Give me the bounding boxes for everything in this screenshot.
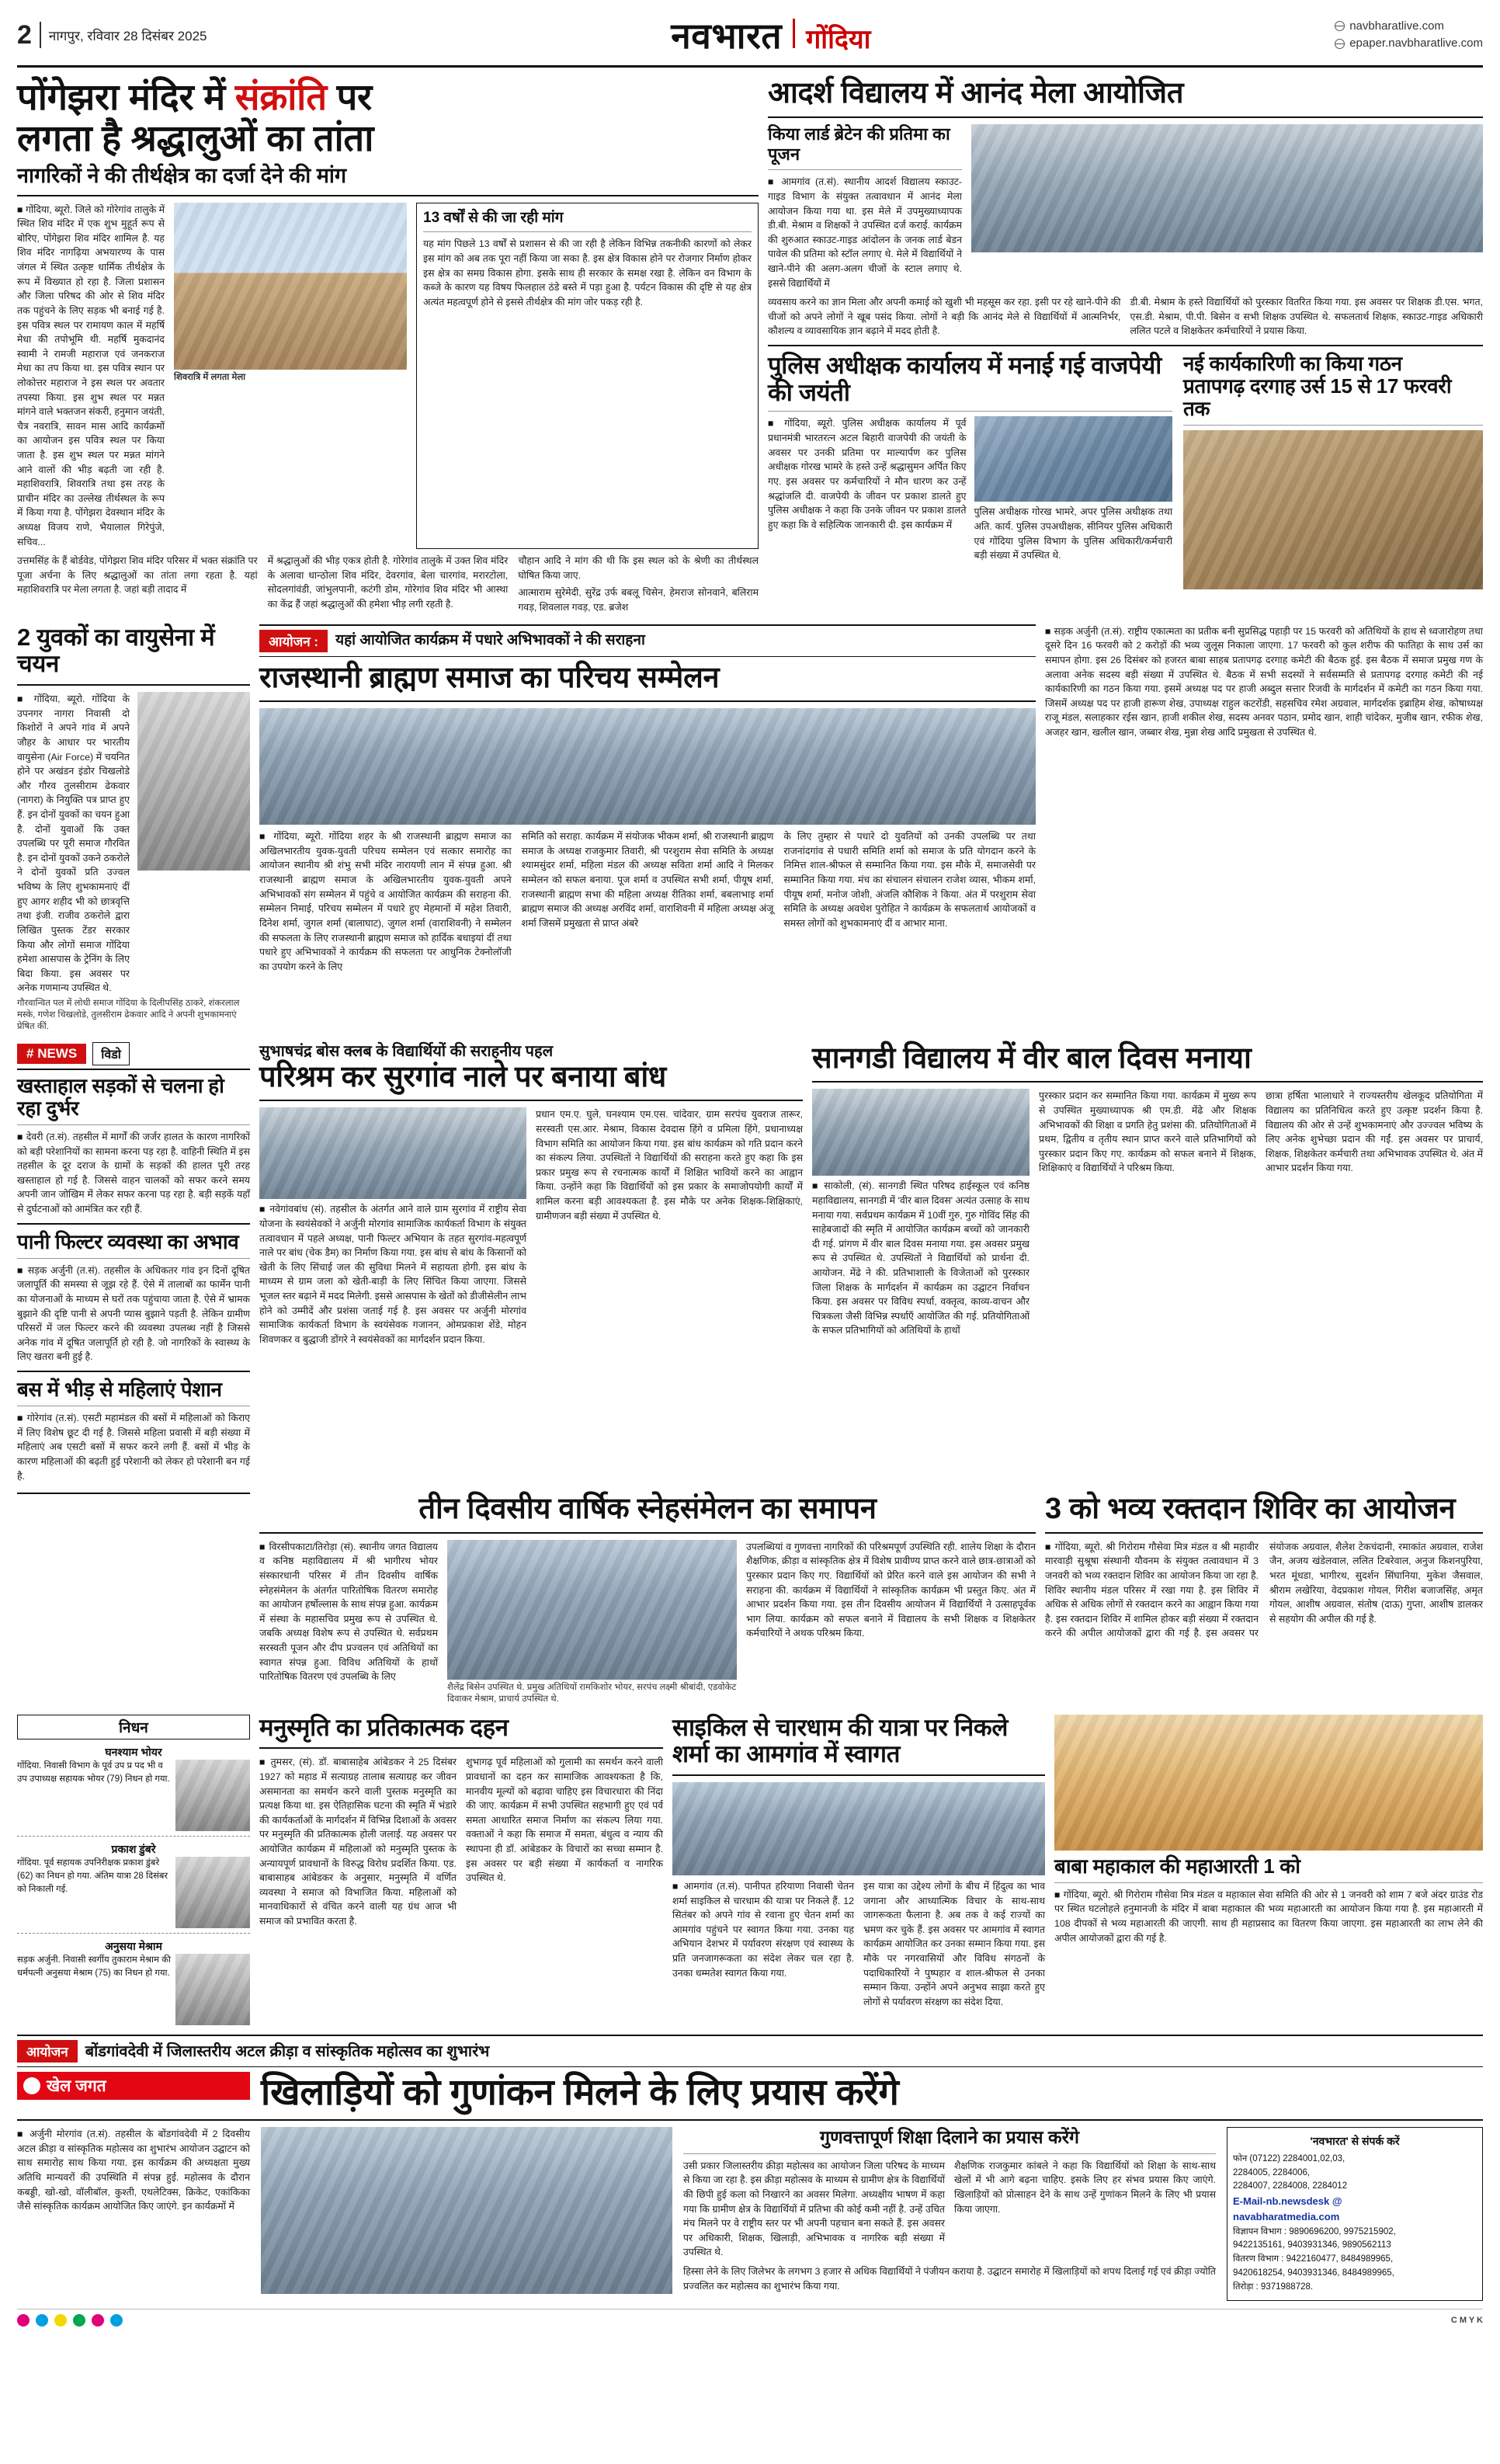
rajasthani-tagline: यहां आयोजित कार्यक्रम में पधारे अभिभावकों ने की सराहना: [335, 631, 645, 648]
lead-body: ■ गोंदिया, ब्यूरो. जिले को गोरेगांव तालुके में स्थित शिव मंदिर में एक शुभ मुहूर्त रूप से बोरिए, पोंगेझरा शिव मंदिर शामिल है. यह शिव मंदिर नागढ़िया अभयारण्य के पास जंगल में स्थित उत्कृष्ट धार्मिक तीर्थक्षेत्र के रूप में विख्यात हो रहा है. जिला प्रशासन और जिला परिषद की ओर से शिव मंदिर तक पहुंचने के लिए सड़क भी बनाई गई है. इस पवित्र स्थल पर रामायण काल में महर्षि मेधा की तपोभूमि थी. महर्षि मुकदानंद स्वामी ने रामजी महाराज एवं जनकराज मेधा का तप किया था. इस पवित्र स्थान पर लोकोत्तर महाराज ने इस स्थल पर अवतार तपस्या किया. इस शुभ स्थल पर मन्नत मांगने वाले भक्तजन संकरी, हनुमान जयंती, चैत्र नवरात्रि, सावन मास आदि कार्यक्रमों का आयोजन इस पवित्र स्थल पर किया जाता है. इस शुभ स्थल पर मन्नत मांगने आने वालों की भीड़ बढ़ती जा रही है. महाशिवरात्रि, शिवरात्रि तथा इस तरह के प्राचीन मंदिर का उल्लेख तीर्थस्थल के रूप में किया गया है. पोंगेझरा देवस्थान मंदिर के अध्यक्ष विजय राणे, भैयालाल गिरेपुंजे, सचिव...: [17, 203, 165, 550]
bonda-kicker-text: बोंडगांवदेवी में जिलास्तरीय अटल क्रीड़ा व सांस्कृतिक महोत्सव का शुभारंभ: [85, 2042, 490, 2060]
globe-icon: [1335, 39, 1345, 49]
contact-line: वितरण विभाग : 9422160477, 8484989965,: [1233, 2254, 1394, 2264]
obit-item: [17, 1841, 250, 1928]
pratapgarh-text: [1045, 624, 1483, 1033]
news-badge: विडो: [92, 1042, 130, 1065]
sangadi-left: [812, 1089, 1030, 1338]
color-dot: [92, 2314, 104, 2327]
contact-line: 2284005, 2284006,: [1233, 2167, 1311, 2177]
obit-photo: [175, 1857, 250, 1928]
bonda-mid: [683, 2127, 1216, 2300]
bonda-mid-head: गुणवत्तापूर्ण शिक्षा दिलाने का प्रयास करेंगे: [820, 2127, 1079, 2148]
bonda-kicker: [17, 2035, 1483, 2067]
mahakal-photo: [1054, 1715, 1483, 1851]
sport-icon: [23, 2077, 40, 2094]
obit-text: सड़क अर्जुनी. निवासी स्वर्गीय तुकाराम मेश्राम की धर्मपत्नी अनुसया मेश्राम (75) का निधन हो गया.: [17, 1955, 171, 1979]
police-right: [974, 416, 1173, 562]
paper-title: नवभारत: [671, 16, 783, 56]
airforce-story: [17, 624, 250, 1033]
airforce-body: ■ गोंदिया, ब्यूरो. गोंदिया के उपनगर नागरा निवासी दो किशोरों ने अपने गांव में अपने जौहर के आधार पर भारतीय वायुसेना (Air Force) में चयनित होने पर अखंडन इंडोर चिखलोडे और गौरव तुलसीराम ढेकवार (नागरा) के नियुक्ति पत्र प्राप्त हुए हैं. इन दोनों युवकों का चयन हुआ है. दोनों युवाओं कि उक्त उपलब्धि पर पूरी समाज गौरवित है. इन दोनों युवकों उकने ठकरोले ने दोनों युवकों प्रति उज्वल भविष्य के लिए शुभकामनाएं दीं हुए आगर शहीद भी को छात्रवृत्ति तथा इंजी. राजीव ठकरोले द्वारा लिखित पुस्तक टेंडर सरकार किया और लोगों समाज गोंदिया हमेशा आसपास के ट्रेनिंग के लिए बिदा किया. इस अवसर पर अनेक गणमान्य उपस्थित थे.: [17, 692, 130, 996]
cycle-row: [672, 1879, 1045, 2009]
news-h4: बस में भीड़ से महिलाएं पेशान: [17, 1378, 222, 1401]
aadarsh-story: [768, 77, 1483, 615]
lead-sidebox-title: 13 वर्षों से की जा रही मांग: [423, 209, 564, 226]
lead-tail-a: उत्तमसिंह के हैं बोर्डवेड, पोंगेझरा शिव मंदिर परिसर में भक्त संक्रांति पर पूजा अर्चना के लिए श्रद्धालुओं का तांता लगा रहता है. यहां महाशिवरात्रि पर मेला लगता है. जहां बड़ी तादाद में: [17, 555, 258, 596]
masthead-date: नागपुर, रविवार 28 दिसंबर 2025: [48, 28, 207, 43]
pratapgarh-body: ■ सड़क अर्जुनी (त.सं). राष्ट्रीय एकात्मता का प्रतीक बनी सुप्रसिद्ध पहाड़ी पर 15 फरवरी को अतिथियों के हाथ से ध्वजारोहण तथा दूसरे दिन 16 फरवरी को 2 करोड़ों की भव्य जुलूस निकाला जाएगा. 17 फरवरी को कुल शरीफ की फातिहा के साथ उर्स का समापन होगा. इस 26 दिसंबर को हजरत बाबा साहब प्रतापगढ़ दरगाह कमेटी की बैठक हुई. इस बैठक में समाज प्रमुख गण के अलावा अनेक सदस्य बड़ी संख्या में उपस्थित थे. बैठक में सभी सदस्यों ने सर्वसम्मति से प्रतापगढ़ दरगाह कमेटी की नई कार्यकारिणी का गठन किया गया. इसमें अध्यक्ष पद पर हाजी अब्दुल सत्तार रिजवी के मार्गदर्शन में कमेटी का गठन किया गया. जिसमें अध्यक्ष पद पर हाजी हारूण शेख, उपाध्यक्ष राहुल कटरोंडी, सहसचिव रमेश अग्रवाल, मार्गदर्शक इब्राहिम शेख, कोषाध्यक्ष राजू मंडल, सलाहकार रईस खान, हाजी शकील शेख, सदस्य अनवर पठान, प्रमोद खान, शाही चांदेकर, मुजीब खान, रफीक शेख, अजहर खान, खलील खान, जब्बार शेख, मुन्ना शेख आदि प्रमुखता से उपस्थित थे.: [1045, 624, 1483, 740]
epaper-url[interactable]: epaper.navbharatlive.com: [1349, 36, 1483, 50]
police-photo: [974, 416, 1173, 502]
lead-headline-part1: पोंगेझरा मंदिर में: [17, 76, 225, 117]
second-block: [17, 624, 1483, 1033]
trid-caption: शैलेंद्र बिसेन उपस्थित थे. प्रमुख अतिथियों रामकिशोर भोयर, सरपंच लक्ष्मी श्रीबांदी, एडवोकेट दिवाकर मेश्राम, प्राचार्य उपस्थित थे.: [447, 1682, 737, 1704]
airforce-headline: 2 युवकों का वायुसेना में चयन: [17, 623, 215, 678]
top-block: [17, 77, 1483, 615]
rajasthani-body: [259, 829, 1036, 974]
lead-photo-caption: शिवरात्रि में लगता मेला: [174, 372, 246, 382]
subhash-headline: परिश्रम कर सुरगांव नाले पर बनाया बांध: [259, 1060, 667, 1093]
fourth-block: [17, 1493, 1483, 1705]
trid-body-b: उपलब्धियां व गुणवत्ता नागरिकों की परिश्रमपूर्ण उपस्थिति रही. शालेय शिक्षा के दौरान शैक्षणिक, क्रीड़ा व सांस्कृतिक क्षेत्र में विशेष प्रावीण्य प्राप्त करने वाले छात्र-छात्राओं को पुरस्कार प्रदान किए गए. विद्यार्थियों को प्रेरित करने वाले इस आयोजन की सभी ने सराहना की. कार्यक्रम में विद्यार्थियों ने सांस्कृतिक कार्यक्रम भी प्रस्तुत किए. अंत में आभार प्रदर्शन किया गया. इस तीन दिवसीय आयोजन में विद्यार्थियों ने उत्साहपूर्वक भाग लिया. कार्यक्रम को सफल बनाने में विद्यालय के सभी शिक्षक व शिक्षकेतर कर्मचारियों ने अथक परिश्रम किया.: [746, 1541, 1036, 1639]
contact-email-label[interactable]: E-Mail-nb.newsdesk @: [1233, 2195, 1342, 2208]
blood-story: [1045, 1493, 1483, 1705]
aadarsh-subhead: किया लार्ड ब्रेटेन की प्रतिमा का पूजन: [768, 123, 950, 164]
news-h2: पानी फिल्टर व्यवस्था का अभाव: [17, 1229, 239, 1253]
sangadi-headline: सानगडी विद्यालय में वीर बाल दिवस मनाया: [812, 1041, 1252, 1075]
news-column-header: [17, 1042, 250, 1070]
trid-row: [259, 1540, 1036, 1705]
bottom-block: [17, 2035, 1483, 2300]
lead-tail-names: आत्माराम सुरेमेदी, सुरेंद्र उर्फ बबलू चिसेन, हेमराज सोनवाने, बलिराम गवड़, शिवलाल गवड़, एड. ब्रजेश: [518, 587, 759, 613]
obit-name: अनुसया मेश्राम: [105, 1940, 162, 1953]
rajasthani-photo: [259, 708, 1036, 825]
trid-photo-wrap: [447, 1540, 737, 1705]
masthead-left: [17, 20, 207, 50]
cmyk-mark: C M Y K: [1450, 2315, 1483, 2325]
trid-story: [259, 1493, 1036, 1705]
police-pratapgarh-row: [768, 353, 1483, 589]
aadarsh-photo: [971, 124, 1483, 252]
bonda-tag: आयोजन: [17, 2040, 78, 2063]
news-b1: ■ देवरी (त.सं). तहसील में मार्गों की जर्जर हालत के कारण नागरिकों को बड़ी परेशानियों का सामना करना पड़ रहा है. वाहिनी स्थिति में इस तहसील के दूर दराज के ग्रामों के सड़कों की हालत पूरी तरह खस्ताहाल हो गई है. जिससे वाहन चालकों को सफर करने समय अपनी जान जोखिम में लेकर सफर करना पड़ रहा है. बड़ी सड़कें यहाँ से दुर्घटनाओं को आमंत्रित कर रही हैं.: [17, 1130, 250, 1217]
news-b2: ■ सड़क अर्जुनी (त.सं). तहसील के अधिकतर गांव इन दिनों दूषित जलापूर्ति की समस्या से जूझ रहे हैं. ऐसे में तालाबों का फार्मेन पानी का योजनाओं के माध्यम से घरों तक पहुंचाया जाता है. ऐसे में भ्रामक बुझाने की दृष्टि पानी से अपनी प्यास बुझाने पड़ती है. लेकिन ग्रामीण परिसरों में जल फिल्टर करने की व्यवस्था उपलब्ध नहीं है जिससे अनेक गांव में दूषित जलापूर्ति हो रही है. जो नागरिकों के स्वास्थ्य के लिए खतरा बनी हुई है.: [17, 1263, 250, 1364]
lead-photo-wrap: [174, 203, 407, 550]
sangadi-story: [812, 1042, 1483, 1483]
mahakal-story: [1054, 1715, 1483, 2026]
sport-tag-label: खेल जगत: [47, 2077, 106, 2096]
bonda-content: [17, 2127, 1483, 2300]
trid-body-a: ■ विरसीपकाटा/तिरोड़ा (सं). स्थानीय जगत विद्यालय व कनिष्ठ महाविद्यालय में श्री भागीरथ भोयर संस्कारधानी परिसर में तीन दिवसीय वार्षिक स्नेहसंमेलन के अंतर्गत पारितोषिक वितरण समारोह का आयोजन हर्षोल्लास के साथ संपन्न हुआ. कार्यक्रम में संस्था के महासचिव प्रमुख रूप से उपस्थित थे. जबकि अध्यक्ष विशेष रूप से उपस्थित थे. सर्वप्रथम सरस्वती पूजन और दीप प्रज्वलन एवं अतिथियों का स्वागत संपन्न हुआ. विविध अतिथियों के हाथों पारितोषिक वितरण एवं उपलब्धि के लिए: [259, 1540, 438, 1705]
contact-line: 9420618254, 9403931346, 8484989965,: [1233, 2268, 1394, 2278]
bonda-photo: [261, 2127, 672, 2294]
aadarsh-body-b: व्यवसाय करने का ज्ञान मिला और अपनी कमाई को खुशी भी महसूस कर रहा. इसी पर रहे खाने-पीने की चीजों को अपने लोगों ने खूब पसंद किया. लोगों ने बड़ी कि आनंद मेले से विद्यार्थियों में आत्मनिर्भर, कौशल्य व व्यावसायिक ज्ञान बढ़ाने में मदद होती है.: [768, 297, 1121, 337]
mahakal-body: ■ गोंदिया, ब्यूरो. श्री गिरोराम गौसेवा मित्र मंडल व महाकाल सेवा समिति की ओर से 1 जनवरी को शाम 7 बजे अंदर ग्राउंड रोड पर स्थित घटलोहले हनुमानजी के मंदिर में बाबा महाकाल की भव्य महाआरती का आयोजन किया गया है. इस महाआरती में 108 दीपकों से भव्य महाआरती की जाएगी. साथ ही महाप्रसाद का वितरण किया जाएगा. इस महाआरती का लाभ लेने की अपील आयोजकों द्वारा की गई है.: [1054, 1888, 1483, 1945]
aadarsh-row: [768, 124, 1483, 291]
bonda-sport-tag-wrap: [17, 2072, 250, 2113]
subhash-left: [259, 1107, 526, 1347]
subhash-story: [259, 1042, 803, 1483]
manusmriti-row: [259, 1755, 663, 1928]
page-footer: [17, 2309, 1483, 2327]
aadarsh-tail: [768, 295, 1483, 339]
cycle-photo: [672, 1782, 1045, 1875]
obit-text: गोंदिया. निवासी विभाग के पूर्व उप प्र पद भी व उप उपाध्यक्ष सहायक भोयर (79) निधन हो गया.: [17, 1760, 170, 1784]
color-dot: [17, 2314, 30, 2327]
airforce-row: [17, 692, 250, 996]
obituary-title: निधन: [17, 1715, 250, 1739]
news-tag: # NEWS: [17, 1044, 86, 1064]
masthead: [17, 11, 1483, 68]
obit-item: [17, 1744, 250, 1831]
subhash-body-b: प्रधान एम.ए. घुले, घनश्याम एम.एस. चांदेवार, ग्राम सरपंच युवराज तारूर, सरस्वती एस.आर. मेश्राम, विकास देवदास हिंगे व प्रमिला हिंगे, प्रधानाध्यक्ष विभाग समिति का आयोजन किया गया. इस बांध कार्यक्रम को गति प्रदान करने का संकल्प लिया. उपस्थितों ने विद्यार्थियों की सराहना करते हुए कहा कि इस प्रकार प्रमुख रूप से रचनात्मक कार्यों में शिक्षित भावियों करने का आह्वान किया. उन्होंने कहा कि विद्यार्थियों को इस प्रकार के समाजोपयोगी कार्यों में शामिल करना बड़ी आवश्यकता है. इस मौके पर अनेक शिक्षक-शिक्षिकाएं, ग्रामीणजन बड़ी संख्या में उपस्थित थे.: [536, 1109, 803, 1222]
sangadi-photo: [812, 1089, 1030, 1176]
contact-title: 'नवभारत' से संपर्क करें: [1310, 2135, 1400, 2148]
airforce-caption: गौरवान्वित पल में लोधी समाज गोंदिया के दिलीपसिंह ठाकरे, शंकरलाल मस्के, गणेश चिखलोडे, तुलसीराम ढेकवार आदि ने अपनी शुभकामनाएं प्रेषित कीं.: [17, 998, 240, 1031]
sport-tag-bar: [17, 2072, 250, 2100]
manusmriti-body-a: ■ तुमसर, (सं). डॉ. बाबासाहेब आंबेडकर ने 25 दिसंबर 1927 को महाड में सत्याग्रह तालाब सत्याग्रह कर जीवन असमानता का समर्थन करने वाली पुस्तक मनुस्मृति का प्रत्यक्ष किया था. इस ऐतिहासिक घटना की स्मृति में भंडारे की कार्यकर्ताओं के मार्गदर्शन में विभिन्न दिशाओं के अवसर पर मनुस्मृति की प्रतिकात्मक होली जलाई. यह अवसर पर आयोजित कार्यक्रम में महिलाओं को मनुस्मृति पुस्तक के अन्यायपूर्ण प्रावधानों के विरुद्ध विरोध प्रदर्शित किया. एड. बाबासाहब आंबेडकर के अनुसार, मनुस्मृति में वर्णित व्यवस्था ने समाज को विभाजित किया. महिलाओं को मानवाधिकारों से वंचित करने वाली यह ग्रंथ आज भी समाज को प्रभावित करता है.: [259, 1755, 457, 1928]
lead-tail-c: [518, 554, 759, 614]
bonda-row: [17, 2072, 1483, 2113]
lead-top-row: [17, 203, 759, 550]
mahakal-headline: बाबा महाकाल की महाआरती 1 को: [1054, 1854, 1300, 1878]
subhash-body-a: ■ नवेगांवबांध (सं). तहसील के अंतर्गत आने वाले ग्राम सुरगांव में राष्ट्रीय सेवा योजना के स्वयंसेवकों ने अर्जुनी मोरगांव सामाजिक कार्यकर्ता विभाग के संयुक्त तत्वावधान में पहले अध्यक्ष, पानी फिल्टर अभियान के तहत सुरगांव-महत्वपूर्ण नाले पर बांध (चेक डैम) का निर्माण किया गया. इस बांध से बांध के किसानों को खेती के लिए सिंचाई जल की सुविधा मिलने में सहायता होगी. इस बांध के माध्यम से ग्राम जला को खेती-बाड़ी के लिए सिंचित किया जाएगा. जिससे भूजल स्तर बढ़ाने में मदद मिलेगी. इससे आसपास के खेतों को डीजीसेलीन लाभ होने को उम्मीदें और प्रशंसा जताई गई है. इस अवसर पर अर्जुनी मोरगांव सामाजिक कार्यकर्ता विभाग के स्वयंसेवक गजानन, ओमप्रकाश शेंडे, मोहन शिवणकर व बुद्धाजी डोंगरे ने स्वयंसेवकों का मार्गदर्शन प्रदान किया.: [259, 1202, 526, 1347]
lead-tail-row: [17, 554, 759, 614]
bonda-body-a: ■ अर्जुनी मोरगांव (त.सं). तहसील के बोंडगांवदेवी में 2 दिवसीय अटल क्रीड़ा व सांस्कृतिक महोत्सव का शुभारंभ आयोजन उद्घाटन को साथ समारोह साथ किया गया. इस कार्यक्रम की अध्यक्षता मुख्य अतिथि मान्यवरों की उपस्थिति में संपन्न हुई. महोत्सव के दौरान कबड्डी, खो-खो, वॉलीबॉल, कुश्ती, एथलेटिक्स, क्रिकेट, एकांकिका जैसे सांस्कृतिक कार्यक्रम आयोजित किए जाएंगे. इन कार्यक्रमों में: [17, 2127, 250, 2300]
color-dot: [73, 2314, 85, 2327]
bonda-body-b: हिस्सा लेने के लिए जिलेभर के लगभग 3 हजार से अधिक विद्यार्थियों ने पंजीयन कराया है. उद्घाटन समारोह में खिलाड़ियों को शपथ दिलाई गई एवं क्रीड़ा ज्योति प्रज्वलित कर महोत्सव का शुभारंभ किया गया.: [683, 2265, 1216, 2292]
edition-name: गोंदिया: [806, 25, 871, 54]
globe-icon: [1335, 21, 1345, 31]
airforce-photo: [137, 692, 250, 871]
lead-sidebox-body: यह मांग पिछले 13 वर्षों से प्रशासन से की जा रही है लेकिन विभिन्न तकनीकी कारणों को लेकर इस मांग को अब तक पूरा नहीं किया जा सका है. इस क्षेत्र विकास होने पर रोजगार निर्माण होकर इस क्षेत्र का समग्र विकास होगा. इसके साथ ही सरकार के समक्ष रखा है. लेकिन वन विभाग के कब्जे के कारण यह विषय फिलहाल ठंडे बस्ते में पड़ा हुआ है. पर्यटन विकास की दृष्टि से यह क्षेत्र अत्यंत महत्वपूर्ण होने से इससे तीर्थक्षेत्र की मांग जोर पकड़ रही है.: [423, 238, 752, 308]
aadarsh-left: [768, 124, 962, 291]
lead-sidebox: [416, 203, 759, 550]
police-body-b: पुलिस अधीक्षक गोरख भामरे, अपर पुलिस अधीक्षक तथा अति. कार्य. पुलिस उपअधीक्षक, सीनियर पुलिस अधिकारी एवं गोंदिया पुलिस विभाग के पुलिस अधिकारी/कर्मचारी बड़ी संख्या में उपस्थित थे.: [974, 506, 1173, 561]
website-url[interactable]: navbharatlive.com: [1349, 19, 1444, 33]
rajasthani-body-c: के लिए तुम्हार से पधारे दो युवतियों को उनकी उपलब्धि पर तथा राजनांदगांव से पधारी समिति शर्मा को समाज के प्रति योगदान करने के निमित्त शाल-श्रीफल से सम्मानित किया गया. इस मौके में, समाजसेवी पर सम्मानित किया गया. मंच का संचालन संचालन राजेश व्यास, भीकम शर्मा, पीयूष शर्मा, मनोज जोशी, अंजलि कौशिक ने किया. अंत में परशुराम सेवा समिति के अध्यक्ष अवधेश पुरोहित ने कार्यक्रम के सफलतार्थ आयोजकों व समस्त लोगों को शुभकामनाएं दीं व आभार माना.: [783, 831, 1036, 929]
sangadi-body-a: ■ साकोली, (सं). सानगडी स्थित परिषद हाईस्कूल एवं कनिष्ठ महाविद्यालय, सानगडी में 'वीर बाल दिवस' अत्यंत उत्साह के साथ मनाया गया. सर्वप्रथम कार्यक्रम में 10वीं गुरु, गुरु गोविंद सिंह की साहेबजादों की स्मृति में आयोजित कार्यक्रम बच्चों को जानकारी दी गई. प्रांगण में वीर बाल दिवस मनाया गया. इस अवसर प्रमुख रूप से उपस्थित थे. उपस्थितों ने विद्यार्थियों को प्रार्थना दी. आयोजन. मेंढे ने की. प्रतिभाशाली के विजेताओं को पुरस्कार जिला शिक्षक के मार्गदर्शन में कार्यक्रम का उद्घाटन निर्वाचन किया. इस अवसर पर विविध स्पर्धा, वक्तृत्व, काव्य-वाचन और चित्रकला जैसी विभिन्न स्पर्धाएँ आयोजित की गई. प्रतियोगिताओं के सफल प्रतिभागियों को अतिथियों के हाथों: [812, 1179, 1030, 1338]
obit-item: [17, 1938, 250, 2025]
lead-tail-text: चौहान आदि ने मांग की थी कि इस स्थल को के श्रेणी का तीर्थस्थल घोषित किया जाए.: [518, 555, 759, 581]
rajasthani-headline: राजस्थानी ब्राह्मण समाज का परिचय सम्मेलन: [259, 661, 720, 694]
lead-tail-b: में श्रद्धालुओं की भीड़ एकत्र होती है. गोरेगांव तालुके में उक्त शिव मंदिर के अलावा धान्ठोला शिव मंदिर, देवरगांव, बेला चारगांव, मरारटोला, सोदलगांवंडी, जांभुलपानी, कटंगी डोम, गोरेगांव शिव मंदिर भी आस्था का केंद्र हैं जहां श्रद्धालुओं की हमेशा भीड़ लगी रहती है.: [267, 555, 509, 610]
police-headline: पुलिस अधीक्षक कार्यालय में मनाई गई वाजपेयी की जयंती: [768, 352, 1161, 406]
trid-headline: तीन दिवसीय वार्षिक स्नेहसंमेलन का समापन: [418, 1493, 877, 1526]
sangadi-row: [812, 1089, 1483, 1338]
third-block: [17, 1042, 1483, 1483]
color-dot: [36, 2314, 48, 2327]
manusmriti-body-b: शुभागढ़ पूर्व महिलाओं को गुलामी का समर्थन करने वाली प्रावधानों का दहन कर सामाजिक आवश्यकता है कि, मानवीय मूल्यों को बढ़ावा चाहिए इस विचारधारा की निंदा की जाए. कार्यक्रम में सभी उपस्थित सहभागी हुए एवं पर्व समता आधारित समाज निर्माण का संकल्प लिया गया. वक्ताओं ने कहा कि समाज में समता, बंधुत्व व न्याय की स्थापना ही डॉ. आंबेडकर के विचारों का सच्चा सम्मान है. इस अवसर पर बड़ी संख्या में कार्यकर्ता व नागरिक उपस्थित थे.: [466, 1757, 663, 1884]
pratapgarh-photo: [1183, 430, 1483, 589]
pratapgarh-headline: नई कार्यकारिणी का किया गठन: [1183, 352, 1402, 376]
cycle-body-b: इस यात्रा का उद्देश्य लोगों के बीच में हिंदुत्व का भाव जगाना और आध्यात्मिक विचार के साथ-साथ जागरूकता फैलाना है. अब तक वे कई राज्यों का भ्रमण कर चुके हैं. इस अवसर पर आमगांव में स्वागत कार्यक्रम आयोजित कर उनका सम्मान किया गया. इस मौके पर नगरवासियों और विविध संगठनों के पदाधिकारियों ने पुष्पहार व शाल-श्रीफल से उनका सम्मान किया. उन्होंने अपने अनुभव साझा करते हुए लोगों से पर्यावरण संरक्षण का संदेश दिया.: [863, 1881, 1045, 2007]
subhash-photo: [259, 1107, 526, 1199]
pratapgarh-story: [1183, 353, 1483, 589]
news-b4: ■ गोरेगांव (त.सं). एसटी महामंडल की बसों में महिलाओं को किराए में लिए विशेष छूट दी गई है. जिससे महिला प्रवासी में बड़ी संख्या में महिलाएं अब एसटी बसों में सफर करने लगी हैं. बसों में भीड़ के कारण महिलाओं की बढ़ती हुई परेशानी को लेकर हो परेशानी बन गई है.: [17, 1411, 250, 1483]
fifth-block: [17, 1715, 1483, 2026]
trid-photo: [447, 1540, 737, 1680]
aadarsh-headline: आदर्श विद्यालय में आनंद मेला आयोजित: [768, 77, 1184, 109]
lead-headline-line2: लगता है श्रद्धालुओं का तांता: [17, 116, 374, 158]
obit-photo: [175, 1954, 250, 2025]
rajasthani-body-b: समिति को सराहा. कार्यक्रम में संयोजक भीकम शर्मा, श्री राजस्थानी ब्राह्मण समाज के अध्यक्ष राजकुमार तिवारी, श्री परशुराम सेवा समिति के अध्यक्ष श्यामसुंदर शर्मा, महिला मंडल की अध्यक्ष सविता शर्मा आदि ने मिलकर सम्मेलन को सफल बनाया. पूज शर्मा व उपस्थित सभी शर्मा, पीयूष शर्मा, राजस्थानी ब्राह्मण सभा की महिला अध्यक्ष रीतिका शर्मा, बबलाभाइ शर्मा ब्राह्मण समाज की अध्यक्ष अरविंद शर्मा, वाराशिवनी में महिला अध्यक्ष अंजू शर्मा जिसमें प्रमुखता से प्राप्त अंबरे: [521, 831, 774, 929]
color-dot: [110, 2314, 123, 2327]
contact-line: 2284007, 2284008, 2284012: [1233, 2181, 1348, 2191]
contact-line: तिरोड़ा : 9371988728.: [1233, 2282, 1314, 2292]
cycle-headline: साइकिल से चारधाम की यात्रा पर निकले शर्मा का आमगांव में स्वागत: [672, 1713, 1009, 1768]
page-number: 2: [17, 19, 32, 50]
left-spacer-column: [17, 1493, 250, 1705]
blood-body: ■ गोंदिया, ब्यूरो. श्री गिरोराम गौसेवा मित्र मंडल व श्री महावीर मारवाड़ी सुश्रूषा संस्थानी यौवनम के संयुक्त तत्वावधान में 3 जनवरी को भव्य रक्तदान शिविर का आयोजन किया जा रहा है. शिविर स्थानीय मंडल परिसर में रखा गया है. इस शिविर में अधिक से अधिक लोगों से रक्तदान करने का आह्वान किया गया है. इस रक्तदान शिविर में शामिल होकर बड़ी संख्या में रक्तदान करने की अपील आयोजकों द्वारा की गई है. इस अवसर पर संयोजक अग्रवाल, शैलेश टेकचंदानी, रमाकांत अग्रवाल, राजेश जैन, अजय खंडेलवाल, ललित टिबरेवाल, अनुज किशनपुरिया, भरत मूंधडा, भागीरथ, सुदर्शन सिंघानिया, मुकेश जैसवाल, श्रीराम लखेरिया, वेदप्रकाश गोयल, गिरीश बजाजसिंह, अमृत गोयल, आशीष अग्रवाल, संतोष (दाऊ) गुप्ता, आशीष डालकर से सहयोग की अपील की गई है.: [1045, 1540, 1483, 1641]
pratapgarh-subhead: प्रतापगढ़ दरगाह उर्स 15 से 17 फरवरी तक: [1183, 374, 1452, 421]
blood-headline: 3 को भव्य रक्तदान शिविर का आयोजन: [1045, 1493, 1456, 1526]
contact-line: 9422135161, 9403931346, 9890562113: [1233, 2240, 1391, 2250]
obit-name: घनश्याम भोयर: [105, 1745, 162, 1758]
rajasthani-kicker: [259, 624, 1036, 657]
masthead-separator: [793, 19, 795, 48]
cycle-body-a: ■ आमगांव (त.सं). पानीपत हरियाणा निवासी चेतन शर्मा साइकिल से चारधाम की यात्रा पर निकले हैं. 12 सितंबर को अपने गांव से रवाना हुए चेतन शर्मा का आमगांव पहुंचने पर स्वागत किया गया. उनका यह अभियान देशभर में पर्यावरण संरक्षण एवं स्वास्थ्य के प्रति जनजागरूकता का संदेश लेकर चल रहा है. उनका धम्मतेश स्वागत किया गया.: [672, 1879, 854, 2009]
obituary-column: [17, 1715, 250, 2026]
contact-box: [1227, 2127, 1483, 2300]
subhash-body-row: [259, 1107, 803, 1347]
color-dot: [54, 2314, 67, 2327]
police-story: [768, 353, 1172, 589]
bonda-body-d: शैक्षणिक राजकुमार कांबले ने कहा कि विद्यार्थियों को शिक्षा के साथ-साथ खेलों में भी आगे बढ़ना चाहिए. इसके लिए हर संभव प्रयास किए जाएंगे. खिलाड़ियों को प्रोत्साहन देने के साथ उन्हें गुणांकन मिलने के लिए भी प्रयास किया जाएगा.: [954, 2160, 1216, 2215]
lead-headline-part2: पर: [336, 76, 372, 117]
contact-email-domain[interactable]: navabharatmedia.com: [1233, 2211, 1340, 2223]
subhash-topline: सुभाषचंद्र बोस क्लब के विद्यार्थियों की सराहनीय पहल: [259, 1042, 554, 1060]
masthead-right: [1335, 18, 1483, 53]
manusmriti-headline: मनुस्मृति का प्रतिकात्मक दहन: [259, 1713, 509, 1741]
aadarsh-body-a: ■ आमगांव (त.सं). स्थानीय आदर्श विद्यालय स्काउट-गाइड विभाग के संयुक्त तत्वावधान में आनंद मेला आयोजन किया गया था. इस मेले में उपमुख्याध्यापक डी.बी. मेश्राम व शिक्षकों ने उपस्थित दर्ज कराई. कार्यक्रम की शुरुआत स्काउट-गाइड आंदोलन के जनक लार्ड बेडन पावेल की प्रतिमा को स्टॉल लगाए थे. मेले में विद्यार्थियों ने खाने-पीने की अलग-अलग चीजों के स्टाल लगाए थे. इससे विद्यार्थियों में: [768, 175, 962, 290]
aadarsh-body-c: डी.बी. मेश्राम के हस्ते विद्यार्थियों को पुरस्कार वितरित किया गया. इस अवसर पर शिक्षक डी.एस. भगत, एस.डी. मेश्राम, पी.पी. बिसेन व सभी शिक्षक उपस्थित थे. सफलतार्थ शिक्षक, स्काउट-गाइड अधिकारी ललित पटले व शिक्षकेतर कर्मचारियों ने प्रयास किया.: [1130, 297, 1483, 337]
lead-headline-highlight: संक्रांति: [234, 76, 327, 117]
rajasthani-tag: आयोजन :: [259, 630, 328, 652]
registration-dots: [17, 2314, 123, 2327]
obit-text: गोंदिया. पूर्व सहायक उपनिरीक्षक प्रकाश डुंबरे (62) का निधन हो गया. अंतिम यात्रा 28 दिसंबर को निकाली गई.: [17, 1858, 168, 1894]
lead-headline-line1: [17, 77, 759, 118]
police-body-row: [768, 416, 1172, 562]
rajasthani-story: [259, 624, 1036, 1033]
bonda-body-c: उसी प्रकार जिलास्तरीय क्रीड़ा महोत्सव का आयोजन जिला परिषद के माध्यम से किया जा रहा है. इस क्रीड़ा महोत्सव के माध्यम से ग्रामीण क्षेत्र के विद्यार्थियों की छिपी हुई कला को निखारने का अवसर मिलेगा. अध्यक्षीय भाषण में कहा गया कि ग्रामीण क्षेत्र के विद्यार्थियों में प्रतिभा की कोई कमी नहीं है. उन्हें उचित मंच मिलने पर वे राष्ट्रीय स्तर पर भी अपनी पहचान बना सकते हैं. इस अवसर पर अधिकारी, शिक्षक, खिलाड़ी, अभिभावक व नागरिक बड़ी संख्या में उपस्थित थे.: [683, 2160, 945, 2258]
news-h1: खस्ताहाल सड़कों से चलना हो रहा दुर्भर: [17, 1073, 224, 1120]
sangadi-body-c: छात्रा हर्षिता भालाधारे ने राज्यस्तरीय खेलकूद प्रतियोगिता में विद्यालय का प्रतिनिधित्व करते हुए उत्कृष्ट प्रदर्शन किया है. विद्यालय की ओर से उन्हें शुभकामनाएं और उज्ज्वल भविष्य के लिए अनेक शुभेच्छा प्रदान की गईं. इस अवसर पर प्राचार्य, शिक्षक, शिक्षकेतर कर्मचारी तथा अभिभावक उपस्थित थे. अंत में आभार प्रदर्शन किया गया.: [1266, 1090, 1483, 1174]
manusmriti-story: [259, 1715, 663, 2026]
masthead-divider: [40, 22, 41, 48]
cycle-story: [672, 1715, 1045, 2026]
masthead-center: [671, 11, 870, 59]
lead-story: [17, 77, 759, 615]
obit-photo: [175, 1760, 250, 1831]
rajasthani-body-a: ■ गोंदिया, ब्यूरो. गोंदिया शहर के श्री राजस्थानी ब्राह्मण समाज का अखिलभारतीय युवक-युवती परिचय सम्मेलन एवं सत्कार समारोह का आयोजन स्थानीय श्री शंभु सभी मंदिर नारायणी लान में संपन्न हुआ. श्री राजस्थानी ब्राह्मण समाज के अखिलभारतीय युवक-युवती अपने अभिभावकों संग सम्मेलन में पहुंचे व आयोजित कार्यक्रम की सराहना की. सम्मेलन निमाई, परिचय सम्मेलन में पधारे हुए मेहमानों में महेश तिवारी, दिनेश शर्मा, जुगल शर्मा (बालाघाट), जुगल शर्मा (वाराशिवनी) ने सम्मेलन की सफलता के लिए राजस्थानी ब्राह्मण समाज को हार्दिक बधाइयां दीं तथा पधारे हुए अभिभावकों ने कार्यक्रम की सफलता पर आधुनिक टेक्नोलॉजी का उपयोग करने के लिए: [259, 829, 512, 974]
bonda-headline: खिलाड़ियों को गुणांकन मिलने के लिए प्रयास करेंगे: [261, 2071, 899, 2113]
obit-name: प्रकाश डुंबरे: [111, 1842, 156, 1855]
lead-subhead: नागरिकों ने की तीर्थक्षेत्र का दर्जा देने की मांग: [17, 164, 347, 188]
sangadi-body-b: पुरस्कार प्रदान कर सम्मानित किया गया. कार्यक्रम में मुख्य रूप से उपस्थित मुख्याध्यापक श्री एम.डी. मेंढे और शिक्षक अभिभावकों की शिक्षा व प्रगति हेतु प्रशंसा की. प्रतियोगिताओं में प्रथम, द्वितीय व तृतीय स्थान प्राप्त करने वाले प्रतिभागियों को पुरस्कार प्रदान किए गए. कार्यक्रम को सफल बनाने में शिक्षक, शिक्षिकाएं व विद्यार्थियों ने परिश्रम किया.: [1039, 1090, 1256, 1174]
contact-line: फोन (07122) 2284001,02,03,: [1233, 2153, 1345, 2163]
news-column: [17, 1042, 250, 1483]
contact-line: विज्ञापन विभाग : 9890696200, 9975215902,: [1233, 2226, 1396, 2236]
police-body-a: ■ गोंदिया, ब्यूरो. पुलिस अधीक्षक कार्यालय में पूर्व प्रधानमंत्री भारतरत्न अटल बिहारी वाजपेयी की जयंती के अवसर पर उनकी प्रतिमा पर माल्यार्पण कर पुलिस अधीक्षक गोरख भामरे के हस्ते उन्हें श्रद्धासुमन अर्पित किए गए. इस अवसर पर कर्मचारियों ने मौन धारण कर उन्हें श्रद्धांजलि दी. वाजपेयी के जीवन पर प्रकाश डालते हुए पुलिस अधीक्षक ने कहा कि उनके जीवन पर प्रकाश डालते हुए कहा कि वे सहित्यिक जानकारी दी. इस कार्यक्रम में: [768, 416, 967, 562]
lead-photo: [174, 203, 407, 370]
